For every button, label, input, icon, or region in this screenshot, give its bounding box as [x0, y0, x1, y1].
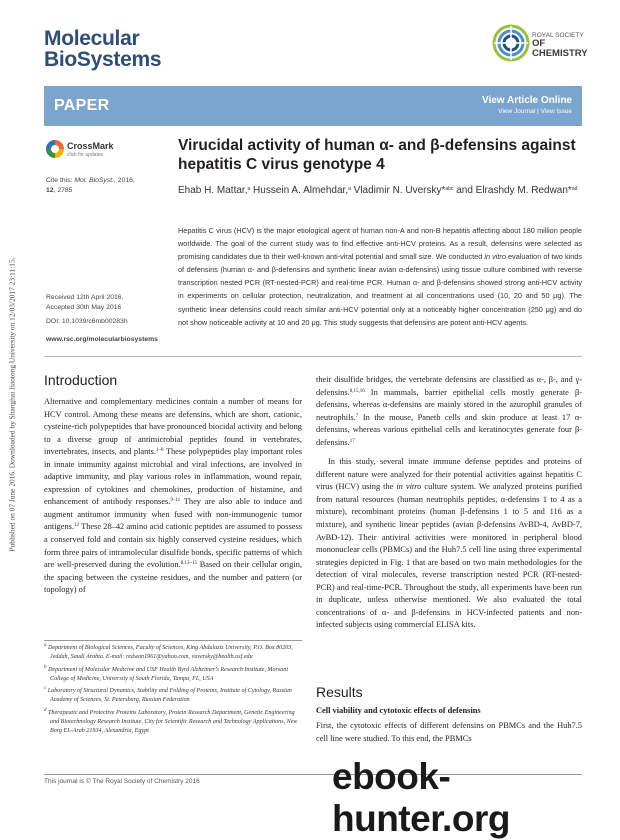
- author-name[interactable]: Hussein A. Almehdar,: [250, 185, 349, 196]
- affiliation-text: Therapeutic and Protective Proteins Laboratory, Protein Research Department, Genetic Engineering and Biotechnology Research Institute, City for Scientific Research and Technology Applications, New Borg EL-Arab 21934, Alexandria, Egypt: [48, 709, 298, 735]
- body-text: their disulfide bridges, the vertebrate defensins are classified as α-, β-, and γ-defensins.: [316, 375, 582, 397]
- article-type-band: [44, 86, 582, 126]
- citation-block: [46, 176, 164, 196]
- article-title: Virucidal activity of human α- and β-defensins against hepatitis C virus genotype 4: [178, 137, 576, 173]
- body-italic: in vitro: [396, 482, 422, 492]
- affiliations: [44, 644, 302, 740]
- link-separator: |: [537, 108, 539, 115]
- affiliation-marker: a: [44, 643, 47, 648]
- view-issue-link[interactable]: View Issue: [540, 108, 572, 115]
- rsc-wordmark: [532, 32, 588, 59]
- results-heading: Results: [316, 684, 363, 700]
- crossmark-badge[interactable]: [46, 140, 126, 162]
- crossmark-icon: [46, 140, 64, 158]
- body-text: Based on their cellular origin, the spacing between the cysteine residues, and the number and pattern (or topology) of: [44, 560, 302, 595]
- view-journal-link[interactable]: View Journal: [498, 108, 536, 115]
- cite-label: Cite this:: [46, 177, 73, 184]
- body-text: These polypeptides play important roles in innate immunity against microbial and viral infections, are involved in adaptive immunity, and play various roles in inflammation, wound repair, expression of cytokines and chemokines, production of histamine, and enhancement of antibody responses.: [44, 447, 302, 507]
- body-text: First, the cytotoxic effects of different defensins on PBMCs and the Huh7.5 cell line were studied. To this end, the PBMCs: [316, 721, 582, 743]
- download-stamp: Published on 07 June 2016. Downloaded by Shanghai Jiaotong University on 12/03/2017 23:11:15.: [7, 257, 17, 552]
- author-affiliation: a: [247, 186, 251, 192]
- cite-volume: 12: [46, 187, 54, 194]
- journal-website-link[interactable]: www.rsc.org/molecularbiosystems: [46, 336, 158, 343]
- affiliation-text: Laboratory of Structural Dynamics, Stability and Folding of Proteins, Institute of Cytology, Russian Academy of Sciences, St. Petersburg, Russian Federation: [47, 688, 292, 704]
- citation-ref[interactable]: 8,13–15: [180, 561, 197, 567]
- rsc-logo[interactable]: [492, 22, 588, 78]
- body-text: Alternative and complementary medicines contain a number of means for HCV control. Among these means are defensins, which are short, cationic, cysteine-rich polypeptides that have pronounced biocidal activity and belong to a diverse group of antimicrobial peptides found in vertebrates, invertebrates, insects, and plants.: [44, 397, 302, 457]
- introduction-heading: Introduction: [44, 372, 118, 388]
- citation-ref[interactable]: 17: [349, 438, 355, 444]
- view-online-links: [482, 95, 572, 115]
- accepted-date: Accepted 30th May 2016: [46, 304, 122, 311]
- body-text: In mammals, barrier epithelial cells mostly generate β-defensins, whereas α-defensins are mainly stored in the azurophil granules of neutrophils.: [316, 387, 582, 422]
- right-column-body: [316, 374, 582, 632]
- results-subheading: Cell viability and cytotoxic effects of defensins: [316, 706, 481, 715]
- journal-name-line1: Molecular: [44, 27, 140, 50]
- view-article-online-link[interactable]: View Article Online: [481, 95, 572, 106]
- author-list: [178, 184, 578, 198]
- journal-name-line2: BioSystems: [44, 48, 162, 71]
- article-type-label: PAPER: [54, 97, 110, 114]
- doi[interactable]: DOI: 10.1039/c6mb00283h: [46, 318, 128, 325]
- affiliation-text: Department of Biological Sciences, Faculty of Sciences, King Abdulaziz University, P.O. Box 80203, Jeddah, Saudi Arabia. E-mail: redwan1961@yahoo.com, vuversky@health.usf.edu: [48, 645, 293, 661]
- body-text: In this study, several innate immune defense peptides and proteins of different nature were analyzed for their potential activities against hepatitis C virus (HCV) using the: [316, 457, 582, 492]
- abstract-text: Hepatitis C virus (HCV) is the major etiological agent of human non-A and non-B hepatitis affecting about 180 million people worldwide. The goal of the current study was to find effective anti-HCV proteins. As a result, defensins were selected as promising candidates due to their well-known anti-viral potential and small size. We conducted: [178, 226, 582, 262]
- author-name[interactable]: and Elrashdy M. Redwan*: [453, 185, 572, 196]
- rsc-line2: OF CHEMISTRY: [532, 38, 588, 59]
- cite-year: 2016,: [117, 177, 135, 184]
- author-name[interactable]: Ehab H. Mattar,: [178, 185, 248, 196]
- affiliation-item: [44, 687, 302, 706]
- body-text: These 28–42 amino acid cationic peptides are assumed to possess a conserved fold and contain six highly conserved cysteine residues, which form three pairs of intramolecular disulfide bonds, specific patterns of which are well-preserved during the evolution.: [44, 522, 302, 570]
- header-divider: [44, 356, 582, 357]
- affiliation-marker: b: [44, 664, 47, 670]
- author-affiliation: ad: [571, 186, 578, 192]
- dates-block: [46, 293, 171, 345]
- abstract: [178, 224, 582, 329]
- author-affiliation: a: [348, 186, 351, 192]
- affiliation-text: Department of Molecular Medicine and USF Health Byrd Alzheimer's Research Institute, Morsani College of Medicine, University of South Florida, Tampa, FL, USA: [48, 666, 289, 682]
- journal-name[interactable]: [44, 28, 161, 70]
- introduction-body: [44, 396, 302, 597]
- citation-ref[interactable]: 7: [355, 413, 359, 419]
- citation-ref[interactable]: 1–8: [155, 448, 164, 454]
- watermark: ebook-hunter.org: [332, 756, 510, 839]
- crossmark-label: CrossMark: [67, 141, 114, 151]
- abstract-italic: in vitro: [484, 252, 506, 262]
- author-name[interactable]: Vladimir N. Uversky*: [350, 185, 446, 196]
- rsc-line1: ROYAL SOCIETY: [532, 32, 584, 39]
- cite-pages: , 2785: [53, 187, 73, 194]
- body-text: In the mouse, Paneth cells and skin produce at least 17 α-defensins, whereas various epithelial cells and keratinocytes generate four β-defensins.: [316, 412, 582, 447]
- author-affiliation: abc: [445, 186, 454, 192]
- body-text: They are also able to induce and augment antitumor immunity when fused with non-immunogenic tumor antigens.: [44, 497, 302, 532]
- body-text: culture system. We analyzed proteins purified from natural resources (human neutrophils peptides, α-defensins 1 to 4 as a mixture), recombinant proteins (human β-defensins 1 to 5 and 116 as a mixture), and synthetic linear peptides (avian β-defensins AvBD-4, AvBD-7, AvBD-12). Their antiviral activities were monitored in peripheral blood mononuclear cells (PBMCs) and the Huh7.5 cell line using three experimental strategies depicted in Fig. 1 that are based on two main methodologies for the detection of viral molecules, reverse transcription nested PCR (RT-nested-PCR) and real-time-PCR. Throughout the study, all experiments have been run in duplicate, unless otherwise mentioned. We also evaluated the total concentrations of α- and β-defensins in HCV-infected patients and non-infected subjects using commercial ELISA kits.: [316, 482, 582, 630]
- citation-ref[interactable]: 12: [74, 523, 80, 529]
- footer-copyright: This journal is © The Royal Society of Chemistry 2016: [44, 778, 200, 785]
- citation-ref[interactable]: 8,15,16: [349, 388, 365, 394]
- citation-ref[interactable]: 9–11: [170, 498, 181, 504]
- rsc-emblem-icon: [492, 24, 530, 62]
- crossmark-sublabel: click for updates: [67, 152, 104, 158]
- affiliation-item: [44, 666, 302, 685]
- abstract-text: evaluation of two kinds of defensins (human α- and β-defensins and synthetic linear avian α-defensins) using tissue culture combined with reverse transcription nested PCR (RT-nested-PCR) and real-time PCR. Human α- and β-defensins showed strong anti-HCV activity in experiments on cellular protection, neutralization, and treatment at all concentrations used (10, 20 and 50 μg). The synthetic linear defensins could reach similar anti-HCV potential only at a noticeably higher concentration (250 μg) and do not show noticeable activity at 10 and 20 μg. This study suggests that defensins are potent anti-HCV agents.: [178, 252, 582, 327]
- affiliation-item: [44, 709, 302, 737]
- affiliation-marker: d: [44, 707, 47, 713]
- results-body: [316, 720, 582, 745]
- footnote-divider: [44, 640, 302, 641]
- affiliation-item: [44, 644, 302, 663]
- cite-journal: Mol. BioSyst.,: [74, 177, 116, 184]
- affiliation-marker: c: [44, 686, 47, 692]
- received-date: Received 12th April 2016,: [46, 294, 124, 301]
